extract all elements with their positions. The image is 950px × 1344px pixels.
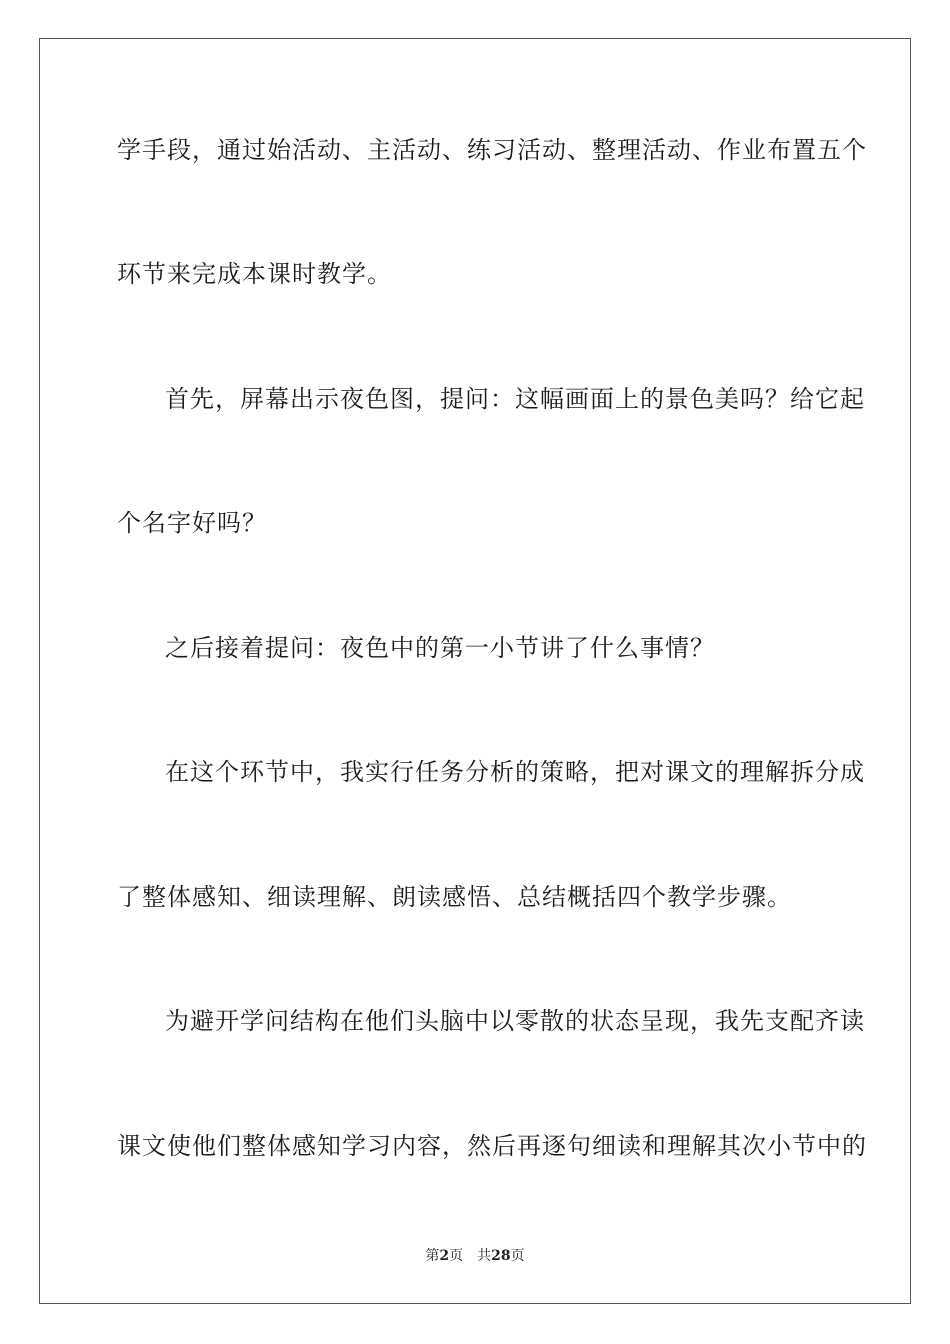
page-footer — [0, 1247, 950, 1265]
body-text-line: 了整体感知、细读理解、朗读感悟、总结概括四个教学步骤。 — [117, 883, 792, 911]
footer-page-total: 28 — [491, 1248, 511, 1264]
footer-page-prefix: 第 — [425, 1248, 440, 1264]
paragraph-first-line: 首先，屏幕出示夜色图，提问：这幅画面上的景色美吗？给它起 — [165, 385, 865, 413]
footer-page-mid: 页 — [449, 1248, 464, 1264]
body-text-line: 环节来完成本课时教学。 — [117, 260, 392, 288]
body-text-line: 学手段，通过始活动、主活动、练习活动、整理活动、作业布置五个 — [117, 136, 867, 164]
body-text-line: 个名字好吗？ — [117, 509, 267, 537]
footer-page-current: 2 — [439, 1248, 450, 1264]
paragraph-first-line: 之后接着提问：夜色中的第一小节讲了什么事情？ — [165, 634, 715, 662]
paragraph-first-line: 为避开学问结构在他们头脑中以零散的状态呈现，我先支配齐读 — [165, 1007, 865, 1035]
page-frame — [39, 38, 911, 1304]
body-text-line: 课文使他们整体感知学习内容，然后再逐句细读和理解其次小节中的 — [117, 1132, 867, 1160]
footer-total-suffix: 页 — [510, 1248, 525, 1264]
paragraph-first-line: 在这个环节中，我实行任务分析的策略，把对课文的理解拆分成 — [165, 758, 865, 786]
footer-total-prefix: 共 — [477, 1248, 492, 1264]
